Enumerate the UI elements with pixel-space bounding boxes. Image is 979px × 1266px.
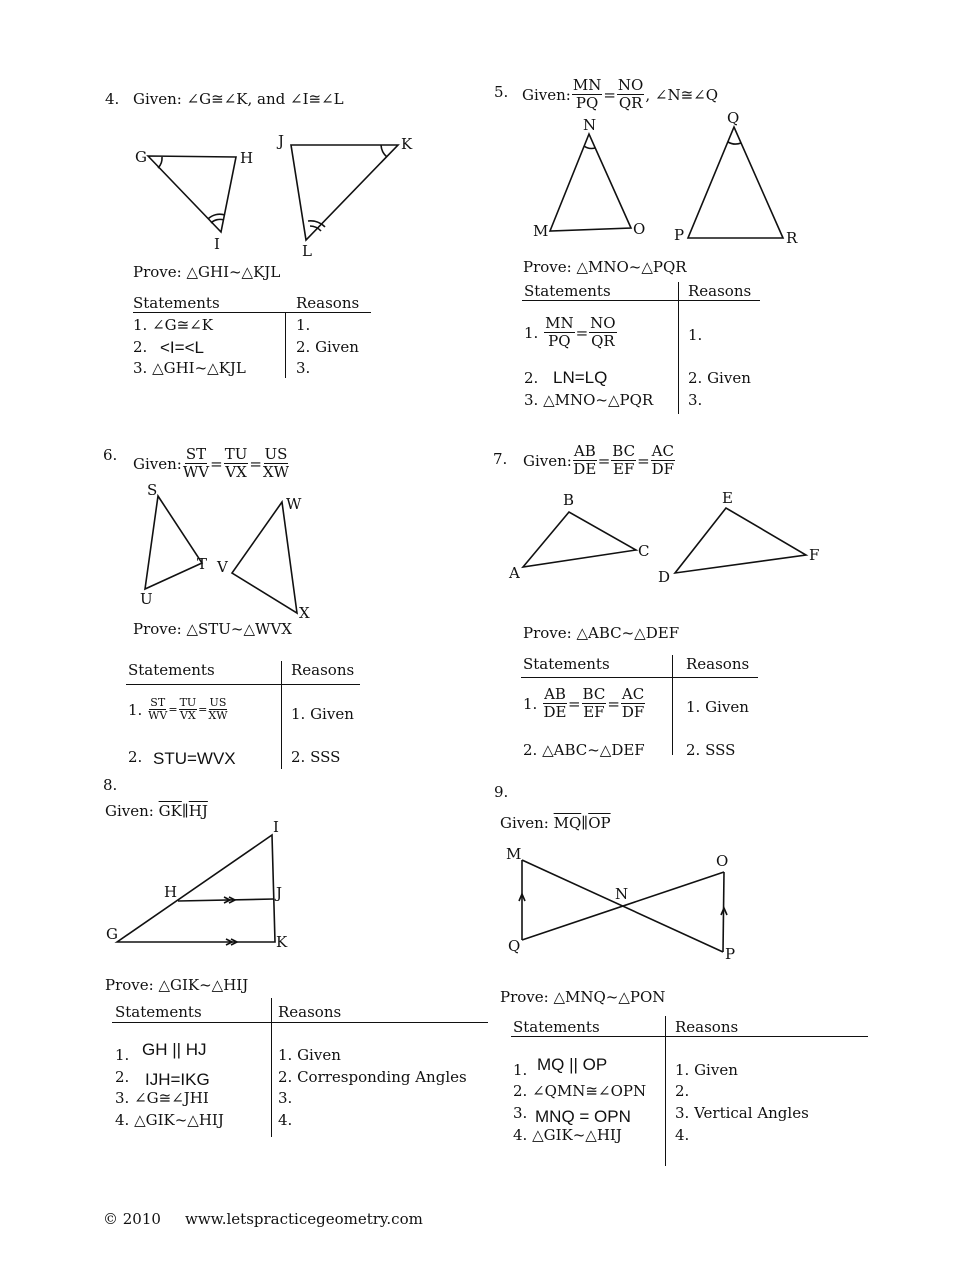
p9-reason-2: 2. <box>675 1082 690 1100</box>
p9-statement-1: 1. <box>513 1061 528 1079</box>
p5-vertex-p: P <box>674 226 685 244</box>
p8-statement-3: 3. ∠G≅∠JHI <box>115 1089 209 1107</box>
p7-vertex-d: D <box>658 568 671 586</box>
p4-vertex-k: K <box>401 135 413 153</box>
p9-prove: Prove: △MNQ~△PON <box>500 988 666 1006</box>
p9-statement-4: 4. △GIK~△HIJ <box>513 1126 622 1144</box>
p4-reasons-header: Reasons <box>296 294 360 312</box>
p8-reason-4: 4. <box>278 1111 293 1129</box>
p8-vertex-k: K <box>276 933 288 951</box>
p8-vertex-i: I <box>273 818 279 836</box>
p7-statement-2: 2. △ABC~△DEF <box>523 741 645 759</box>
p9-number: 9. <box>494 783 509 801</box>
p5-statement-3: 3. △MNO~△PQR <box>524 391 654 409</box>
p9-given: Given: $\overline{MQ}\parallel\overline{OP}$ <box>500 814 611 832</box>
p5-s1-frac-2: $\frac{NO}{QR}$ <box>590 314 616 350</box>
p7-given-frac-3: $\frac{AC}{DF}$ <box>651 442 675 478</box>
p9-vertex-m: M <box>506 845 522 863</box>
p9-reason-1: 1. Given <box>675 1061 738 1079</box>
angle-mark-g <box>158 157 162 168</box>
p5-given-prefix: Given: <box>522 85 571 104</box>
p7-s1-frac-3: $\frac{AC}{DF}$ <box>621 685 645 721</box>
p5-statement-1: 1. $\frac{MN}{PQ}$ = $\frac{NO}{QR}$ <box>524 314 616 350</box>
p6-statement-1: 1. $\frac{ST}{WV}$ = $\frac{TU}{VX}$ = $\frac{US}{XW}$ <box>128 696 228 722</box>
p6-vertex-v: V <box>217 558 228 576</box>
p6-vertex-x: X <box>299 604 310 622</box>
p8-handwritten-1: GH || HJ <box>142 1040 207 1059</box>
p9-handwritten-1: MQ || OP <box>537 1055 608 1074</box>
p4-statement-2: 2. <box>133 338 148 356</box>
p7-vertex-c: C <box>638 542 650 560</box>
p9-reasons-header: Reasons <box>675 1018 739 1036</box>
p5-reason-1: 1. <box>688 326 703 344</box>
p6-reason-1: 1. Given <box>291 705 354 723</box>
segment-qo <box>522 872 724 940</box>
p6-statements-header: Statements <box>128 661 215 679</box>
p5-reason-2: 2. Given <box>688 369 751 387</box>
p7-given-frac-2: $\frac{BC}{EF}$ <box>612 442 636 478</box>
p5-given <box>522 77 718 112</box>
p8-statement-1: 1. <box>115 1046 130 1064</box>
p5-given-frac-2: $\frac{NO}{QR}$ <box>617 76 644 112</box>
p7-number: 7. <box>493 450 508 468</box>
p9-reason-4: 4. <box>675 1126 690 1144</box>
p7-given: Given: $\frac{AB}{DE}$ = $\frac{BC}{EF}$ = $\frac{AC}{DF}$ <box>523 442 675 478</box>
p5-statements-header: Statements <box>524 282 611 300</box>
p7-statement-1: 1. $\frac{AB}{DE}$ = $\frac{BC}{EF}$ = $\frac{AC}{DF}$ <box>523 685 645 721</box>
p9-vertex-p: P <box>725 945 736 963</box>
p8-prove: Prove: △GIK~△HIJ <box>105 976 249 994</box>
p6-number: 6. <box>103 446 118 464</box>
p4-handwritten-2: <I=<L <box>160 338 204 357</box>
p9-given-seg-op: $\overline{OP}$ <box>588 814 611 832</box>
p8-number: 8. <box>103 776 118 794</box>
p6-prove: Prove: △STU~△WVX <box>133 620 292 638</box>
p7-table-rule <box>521 677 758 678</box>
p6-vertex-s: S <box>147 481 158 499</box>
p5-table-divider <box>678 282 679 414</box>
p5-s1-frac-1: $\frac{MN}{PQ}$ <box>545 314 574 350</box>
p5-number: 5. <box>494 83 509 101</box>
p8-statements-header: Statements <box>115 1003 202 1021</box>
p6-given-frac-3: $\frac{US}{XW}$ <box>262 445 290 481</box>
p4-vertex-i: I <box>214 235 220 253</box>
p6-handwritten-2: STU=WVX <box>153 749 236 768</box>
angle-mark-i-1 <box>211 219 224 223</box>
p7-reason-2: 2. SSS <box>686 741 736 759</box>
p8-reasons-header: Reasons <box>278 1003 342 1021</box>
angle-mark-q <box>728 142 741 144</box>
p9-given-seg-mq: $\overline{MQ}$ <box>553 814 582 832</box>
p4-statements-header: Statements <box>133 294 220 312</box>
triangle-wvx <box>232 502 297 613</box>
p8-vertex-h: H <box>164 883 178 901</box>
p5-reason-3: 3. <box>688 391 703 409</box>
p4-vertex-h: H <box>240 149 254 167</box>
p7-vertex-a: A <box>509 564 520 582</box>
p7-table-divider <box>672 655 673 755</box>
p9-reason-3: 3. Vertical Angles <box>675 1104 809 1122</box>
p5-vertex-m: M <box>533 222 549 240</box>
p4-reason-1: 1. <box>296 316 311 334</box>
p6-given-frac-2: $\frac{TU}{VX}$ <box>224 445 248 481</box>
p5-handwritten-2: LN=LQ <box>553 368 608 387</box>
p5-reasons-header: Reasons <box>688 282 752 300</box>
p4-vertex-g: G <box>135 148 147 166</box>
p6-table-divider <box>281 661 282 769</box>
p8-given-seg-hj: $\overline{HJ}$ <box>188 802 208 820</box>
p4-vertex-l: L <box>302 242 312 260</box>
triangle-abc <box>523 512 636 567</box>
p5-vertex-n: N <box>583 116 597 134</box>
p4-statement-3: 3. △GHI~△KJL <box>133 359 246 377</box>
p9-statement-3: 3. <box>513 1104 528 1122</box>
p9-vertex-n: N <box>615 885 629 903</box>
p7-given-frac-1: $\frac{AB}{DE}$ <box>573 442 597 478</box>
p7-s1-frac-2: $\frac{BC}{EF}$ <box>582 685 606 721</box>
p5-given-eq: = <box>603 85 616 104</box>
p4-reason-2: 2. Given <box>296 338 359 356</box>
triangle-def <box>675 508 806 573</box>
p4-prove: Prove: △GHI~△KJL <box>133 263 281 281</box>
p8-reason-2: 2. Corresponding Angles <box>278 1068 467 1086</box>
p5-given-frac-1: $\frac{MN}{PQ}$ <box>572 76 602 112</box>
p7-given-prefix: Given: <box>523 451 572 470</box>
p7-vertex-b: B <box>563 491 575 509</box>
p4-vertex-j: J <box>278 132 285 150</box>
p9-statements-header: Statements <box>513 1018 600 1036</box>
segment-hj <box>178 899 274 901</box>
p6-s1-frac-2: $\frac{TU}{VX}$ <box>179 696 197 722</box>
p8-handwritten-2: IJH=IKG <box>145 1070 210 1089</box>
p8-reason-3: 3. <box>278 1089 293 1107</box>
p9-table-divider <box>665 1016 666 1166</box>
p8-table-rule <box>112 1022 488 1023</box>
angle-mark-i-2 <box>208 214 225 219</box>
p5-vertex-o: O <box>633 220 646 238</box>
footer-website[interactable]: www.letspracticegeometry.com <box>185 1210 423 1228</box>
p9-vertex-q: Q <box>508 937 521 955</box>
p6-given-prefix: Given: <box>133 454 182 473</box>
p4-table-divider <box>285 312 286 378</box>
p7-prove: Prove: △ABC~△DEF <box>523 624 680 642</box>
triangle-kjl <box>291 145 398 240</box>
p4-table-rule <box>133 312 371 313</box>
p7-vertex-e: E <box>722 489 733 507</box>
p9-handwritten-3: MNQ = OPN <box>535 1107 631 1126</box>
p7-statements-header: Statements <box>523 655 610 673</box>
p7-reasons-header: Reasons <box>686 655 750 673</box>
p6-statement-2: 2. <box>128 748 143 766</box>
p4-statement-1: 1. ∠G≅∠K <box>133 316 213 334</box>
p9-statement-2: 2. ∠QMN≅∠OPN <box>513 1082 647 1100</box>
p6-s1-frac-3: $\frac{US}{XW}$ <box>208 696 228 722</box>
p6-reasons-header: Reasons <box>291 661 355 679</box>
p5-prove: Prove: △MNO~△PQR <box>523 258 687 276</box>
angle-mark-n <box>584 146 595 148</box>
footer-copyright: © 2010 <box>103 1210 161 1228</box>
triangle-stu <box>145 496 202 589</box>
p4-reason-3: 3. <box>296 359 311 377</box>
triangle-ghi <box>148 156 236 232</box>
p8-vertex-g: G <box>106 925 118 943</box>
p8-table-divider <box>271 998 272 1137</box>
triangle-gik <box>117 835 275 942</box>
p6-given-frac-1: $\frac{ST}{WV}$ <box>182 445 210 481</box>
p9-vertex-o: O <box>716 852 729 870</box>
p8-given-seg-gk: $\overline{GK}$ <box>158 802 182 820</box>
p8-reason-1: 1. Given <box>278 1046 341 1064</box>
p8-statement-2: 2. <box>115 1068 130 1086</box>
p5-vertex-r: R <box>786 229 798 247</box>
p6-vertex-u: U <box>140 590 153 608</box>
p4-number: 4. <box>105 90 120 108</box>
p9-table-rule <box>511 1036 868 1037</box>
p7-reason-1: 1. Given <box>686 698 749 716</box>
p5-given-suffix: , ∠N≅∠Q <box>645 85 719 104</box>
p4-given: Given: ∠G≅∠K, and ∠I≅∠L <box>133 90 344 108</box>
p5-statement-2: 2. <box>524 369 539 387</box>
p7-s1-frac-1: $\frac{AB}{DE}$ <box>543 685 567 721</box>
p6-vertex-t: T <box>197 555 208 573</box>
p6-vertex-w: W <box>286 495 302 513</box>
angle-mark-k <box>381 145 387 157</box>
p6-given: Given: $\frac{ST}{WV}$ = $\frac{TU}{VX}$ = $\frac{US}{XW}$ <box>133 445 290 481</box>
p5-table-rule <box>522 300 760 301</box>
p7-vertex-f: F <box>809 546 820 564</box>
p8-vertex-j: J <box>276 884 283 902</box>
p8-statement-4: 4. △GIK~△HIJ <box>115 1111 224 1129</box>
p6-s1-frac-1: $\frac{ST}{WV}$ <box>148 696 168 722</box>
p6-table-rule <box>126 684 360 685</box>
p5-vertex-q: Q <box>727 109 740 127</box>
p6-reason-2: 2. SSS <box>291 748 341 766</box>
p8-given: Given: $\overline{GK}\parallel\overline{HJ}$ <box>105 802 208 820</box>
